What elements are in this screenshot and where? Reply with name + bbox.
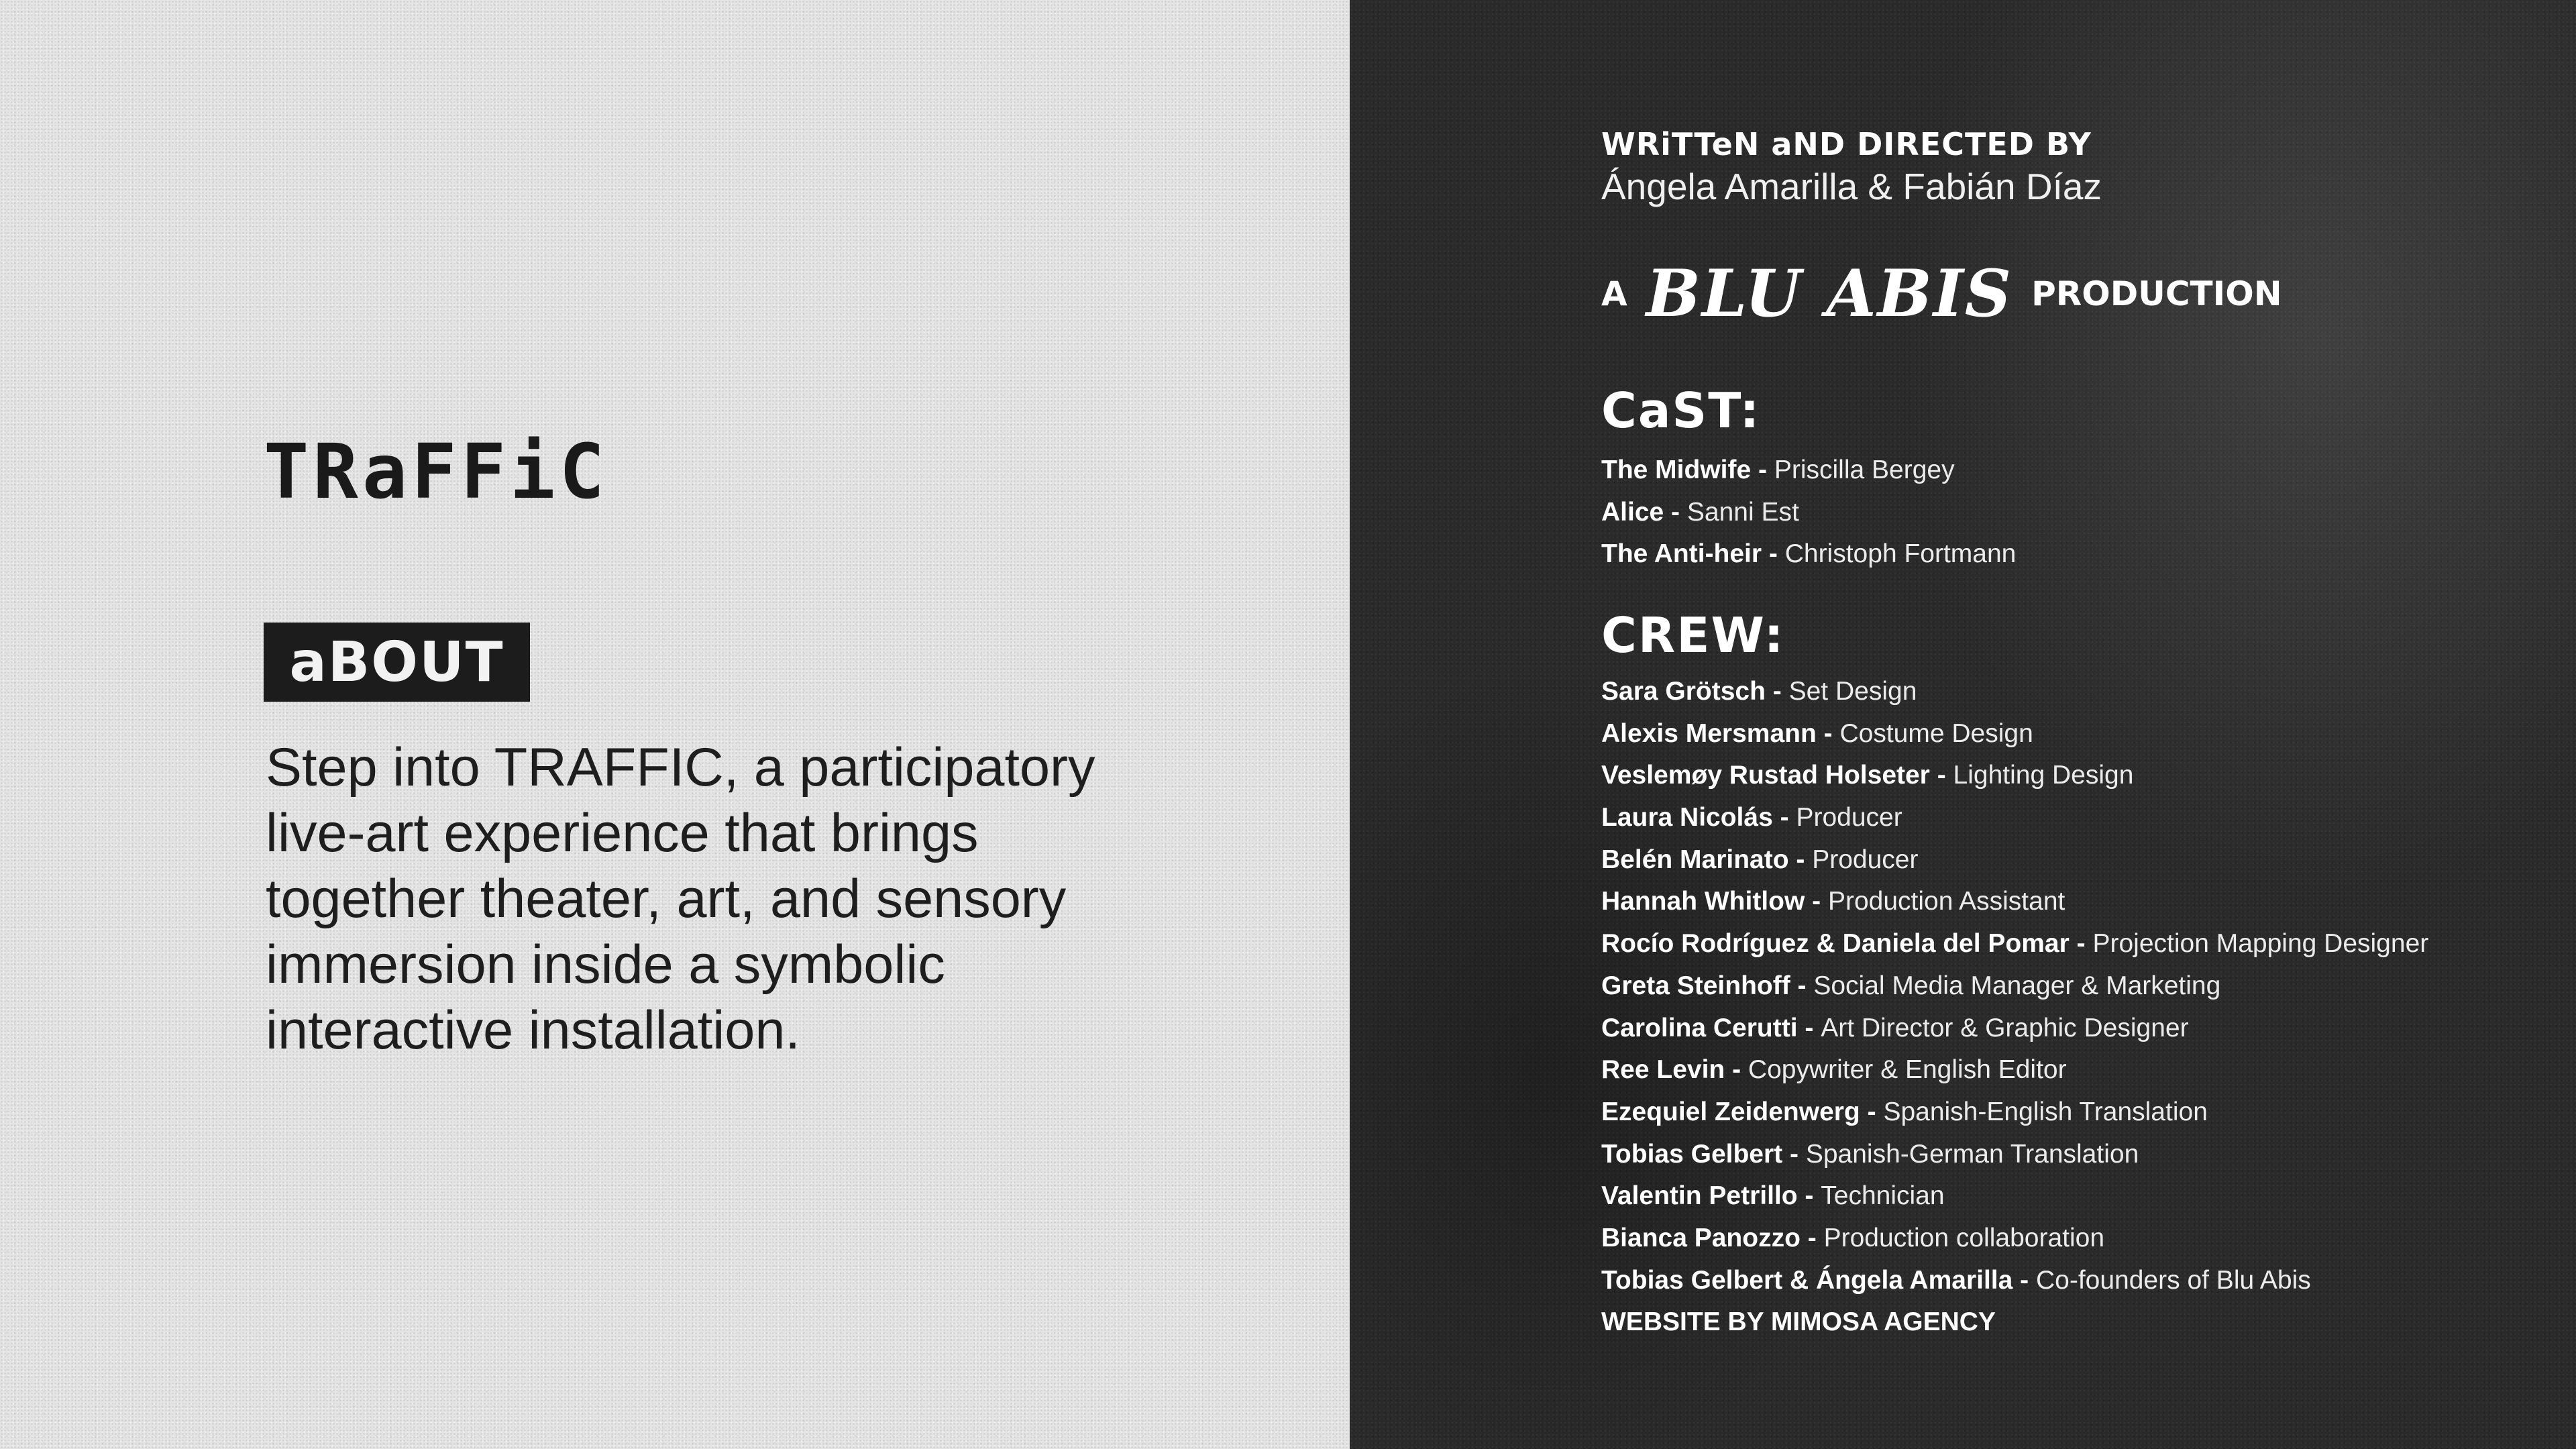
crew-role: Production Assistant [1827, 887, 2065, 916]
crew-item [1601, 1175, 2428, 1218]
crew-item [1601, 923, 2428, 965]
crew-name: Alexis Mersmann [1601, 718, 1817, 748]
crew-separator: - [1816, 718, 1840, 748]
crew-role: Social Media Manager & Marketing [1813, 971, 2221, 1000]
blu-abis-logo: BLU ABIS [1646, 256, 2013, 331]
cast-role: Alice [1601, 497, 1664, 527]
about-description: Step into TRAFFIC, a participatory live-art experience that brings together theater, art, and sensory immersion inside a symbolic interactive installation. [266, 737, 1095, 1061]
crew-name: Laura Nicolás [1601, 803, 1773, 833]
crew-separator: - [2012, 1265, 2036, 1295]
crew-separator: - [1725, 1055, 1748, 1085]
crew-item [1601, 965, 2428, 1008]
crew-name: Belén Marinato [1601, 845, 1789, 874]
production-suffix: PRODUCTION [2031, 274, 2282, 313]
crew-separator: - [1797, 1013, 1821, 1042]
cast-role: The Anti-heir [1601, 539, 1762, 569]
about-label: aBOUT [264, 623, 530, 702]
crew-separator: - [1788, 845, 1813, 874]
crew-separator: - [1782, 1139, 1806, 1169]
crew-name: Greta Steinhoff [1601, 971, 1798, 1000]
crew-separator: - [1860, 1097, 1884, 1126]
directors-names: Ángela Amarilla & Fabián Díaz [1601, 166, 2102, 207]
cast-name: Christoph Fortmann [1784, 539, 2017, 569]
production-prefix: A [1601, 274, 1627, 313]
cast-heading: CaST: [1601, 382, 1761, 439]
crew-item [1601, 1134, 2428, 1176]
crew-name: Ezequiel Zeidenwerg [1601, 1097, 1860, 1126]
crew-role: Art Director & Graphic Designer [1821, 1013, 2189, 1042]
crew-name: Veslemøy Rustad Holseter [1601, 761, 1930, 790]
cast-role: The Midwife [1601, 455, 1752, 484]
crew-item [1601, 713, 2428, 755]
website-credit-item [1601, 1301, 2428, 1344]
crew-name: Rocío Rodríguez & Daniela del Pomar [1601, 929, 2070, 959]
crew-item [1601, 1260, 2428, 1302]
crew-role: Spanish-English Translation [1883, 1097, 2208, 1126]
cast-item [1601, 533, 2016, 576]
cast-list [1601, 449, 2016, 576]
crew-role: Set Design [1788, 677, 1917, 706]
crew-separator: - [1805, 887, 1828, 916]
crew-name: Tobias Gelbert [1601, 1139, 1783, 1169]
cast-separator: - [1751, 455, 1774, 484]
cast-separator: - [1664, 497, 1687, 527]
crew-name: Tobias Gelbert & Ángela Amarilla [1601, 1265, 2013, 1295]
crew-name: Valentin Petrillo [1601, 1181, 1798, 1211]
crew-item [1601, 1008, 2428, 1050]
cast-name: Priscilla Bergey [1774, 455, 1955, 484]
crew-item [1601, 755, 2428, 797]
cast-item [1601, 492, 2016, 534]
crew-name: Sara Grötsch [1601, 677, 1766, 706]
crew-item [1601, 881, 2428, 923]
crew-role: Technician [1821, 1181, 1945, 1211]
crew-separator: - [1797, 971, 1814, 1000]
crew-role: Spanish-German Translation [1805, 1139, 2139, 1169]
crew-separator: - [2069, 929, 2093, 959]
crew-item [1601, 839, 2428, 881]
website-credit: WEBSITE BY MIMOSA AGENCY [1601, 1307, 1996, 1337]
cast-separator: - [1762, 539, 1785, 569]
crew-separator: - [1800, 1223, 1824, 1252]
crew-item [1601, 1218, 2428, 1260]
crew-name: Hannah Whitlow [1601, 887, 1805, 916]
crew-role: Producer [1796, 803, 1902, 833]
crew-role: Copywriter & English Editor [1748, 1055, 2067, 1085]
crew-name: Carolina Cerutti [1601, 1013, 1798, 1042]
crew-list [1601, 671, 2428, 1344]
crew-separator: - [1797, 1181, 1821, 1211]
crew-name: Bianca Panozzo [1601, 1223, 1801, 1252]
crew-role: Co-founders of Blu Abis [2036, 1265, 2311, 1295]
crew-name: Ree Levin [1601, 1055, 1725, 1085]
crew-heading: CREW: [1601, 607, 1785, 663]
crew-item [1601, 1049, 2428, 1091]
crew-role: Producer [1812, 845, 1919, 874]
production-line [1601, 256, 2282, 331]
crew-role: Costume Design [1839, 718, 2033, 748]
crew-separator: - [1929, 761, 1953, 790]
crew-item [1601, 1091, 2428, 1134]
cast-name: Sanni Est [1686, 497, 1799, 527]
crew-separator: - [1772, 803, 1796, 833]
crew-role: Production collaboration [1823, 1223, 2105, 1252]
crew-separator: - [1765, 677, 1789, 706]
crew-item [1601, 671, 2428, 713]
traffic-logo: TRaFFiC [264, 429, 609, 516]
cast-item [1601, 449, 2016, 492]
crew-role: Lighting Design [1953, 761, 2134, 790]
crew-role: Projection Mapping Designer [2092, 929, 2429, 959]
crew-item [1601, 797, 2428, 839]
written-directed-heading: WRiTTeN aND DIRECTED BY [1601, 126, 2092, 162]
